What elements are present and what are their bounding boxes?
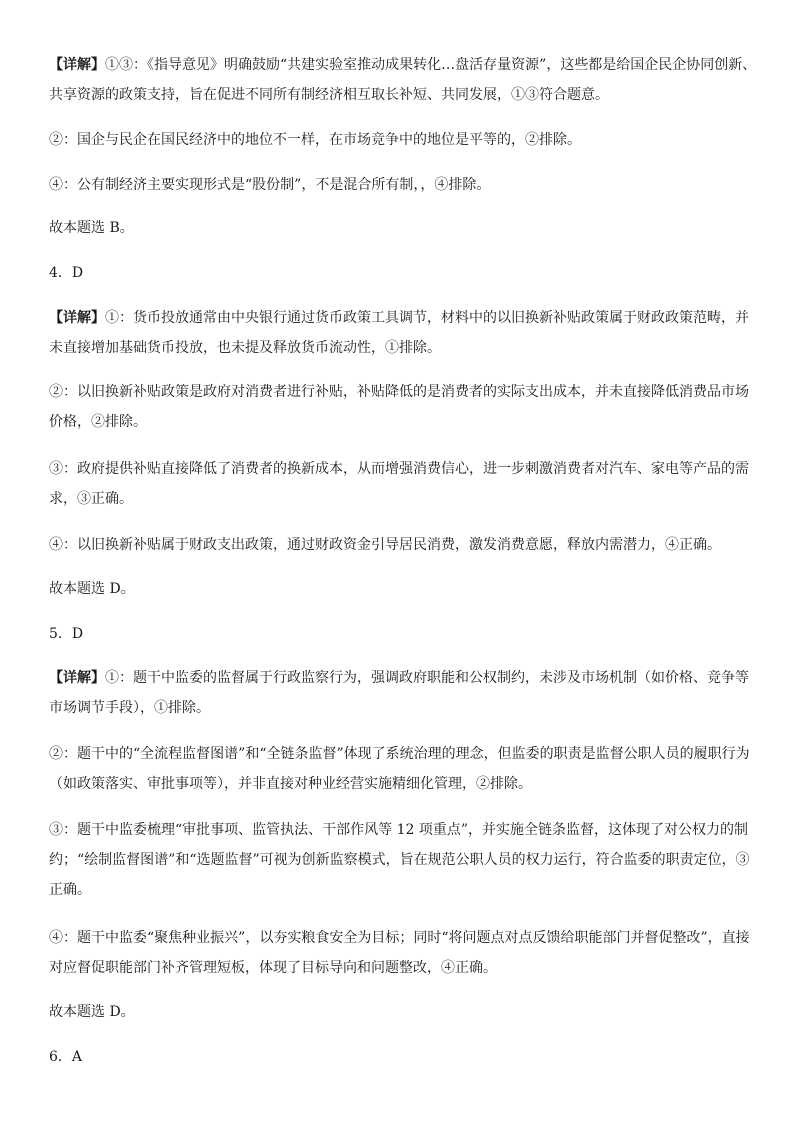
text-line: 故本题选 D。 — [49, 581, 135, 597]
text-line: ④：公有制经济主要实现形式是“股份制”，不是混合所有制，，④排除。 — [49, 177, 491, 193]
answer-heading: 5．D — [49, 626, 84, 642]
option-analysis — [49, 923, 771, 983]
text-line: ③：题干中监委梳理“审批事项、监管执法、干部作风等 12 项重点”，并实施全链条监督，这体现了对公权力的制 — [49, 822, 749, 838]
text-line: 对应督促职能部门补齐管理短板，体现了目标导向和问题整改，④正确。 — [49, 960, 497, 976]
text-line: 求，③正确。 — [49, 491, 133, 507]
text-line: ④：题干中监委“聚焦种业振兴”，以夯实粮食安全为目标；同时“将问题点对点反馈给职能部门并督促整改”，直接 — [49, 930, 750, 946]
text-line: 故本题选 B。 — [49, 220, 134, 236]
text-line: 共享资源的政策支持，旨在促进不同所有制经济相互取长补短、共同发展，①③符合题意。 — [49, 87, 609, 103]
explanation-paragraph — [49, 50, 771, 110]
text-line: ④：以旧换新补贴属于财政支出政策，通过财政资金引导居民消费，激发消费意愿，释放内需潜力，④正确。 — [49, 537, 721, 553]
option-analysis — [49, 377, 771, 437]
text-line: 【详解】①：货币投放通常由中央银行通过货币政策工具调节，材料中的以旧换新补贴政策属于财政政策范畴，并 — [49, 310, 749, 326]
text-line: ②：题干中的“全流程监督图谱”和“全链条监督”体现了系统治理的理念，但监委的职责是监督公职人员的履职行为 — [49, 746, 750, 762]
answer-heading: 4．D — [49, 265, 84, 281]
text-line: （如政策落实、审批事项等），并非直接对种业经营实施精细化管理，②排除。 — [49, 776, 532, 792]
conclusion — [49, 574, 771, 604]
detail-label: 【详解】 — [49, 670, 105, 686]
text-line: ②：以旧换新补贴政策是政府对消费者进行补贴，补贴降低的是消费者的实际支出成本，并未直接降低消费品市场 — [49, 384, 749, 400]
text-line: ③：政府提供补贴直接降低了消费者的换新成本，从而增强消费信心，进一步刺激消费者对汽车、家电等产品的需 — [49, 461, 749, 477]
text-line: 市场调节手段），①排除。 — [49, 700, 210, 716]
text-line: 【详解】①③：《指导意见》明确鼓励“共建实验室推动成果转化…盘活存量资源”，这些都是给国企民企协同创新、 — [49, 57, 757, 73]
text-line: 价格，②排除。 — [49, 414, 147, 430]
text-line: ②：国企与民企在国民经济中的地位不一样，在市场竞争中的地位是平等的，②排除。 — [49, 132, 581, 148]
detail-label: 【详解】 — [49, 57, 105, 73]
text-line: 未直接增加基础货币投放，也未提及释放货币流动性，①排除。 — [49, 340, 441, 356]
text-line: 约；“绘制监督图谱”和“选题监督”可视为创新监察模式，旨在规范公职人员的权力运行，符合监委的职责定位，③ — [49, 852, 750, 868]
option-analysis — [49, 739, 771, 799]
text-line: 正确。 — [49, 882, 91, 898]
option-analysis — [49, 125, 771, 155]
option-analysis — [49, 530, 771, 560]
text-line: 【详解】①：题干中监委的监督属于行政监察行为，强调政府职能和公权制约，未涉及市场机制（如价格、竞争等 — [49, 670, 749, 686]
option-analysis — [49, 170, 771, 200]
option-analysis — [49, 815, 771, 905]
detail-label: 【详解】 — [49, 310, 105, 326]
explanation-paragraph — [49, 663, 771, 723]
explanation-paragraph — [49, 303, 771, 363]
answer-heading: 6．A — [49, 1049, 83, 1065]
conclusion — [49, 997, 771, 1027]
conclusion — [49, 213, 771, 243]
text-line: 故本题选 D。 — [49, 1004, 135, 1020]
option-analysis — [49, 454, 771, 514]
